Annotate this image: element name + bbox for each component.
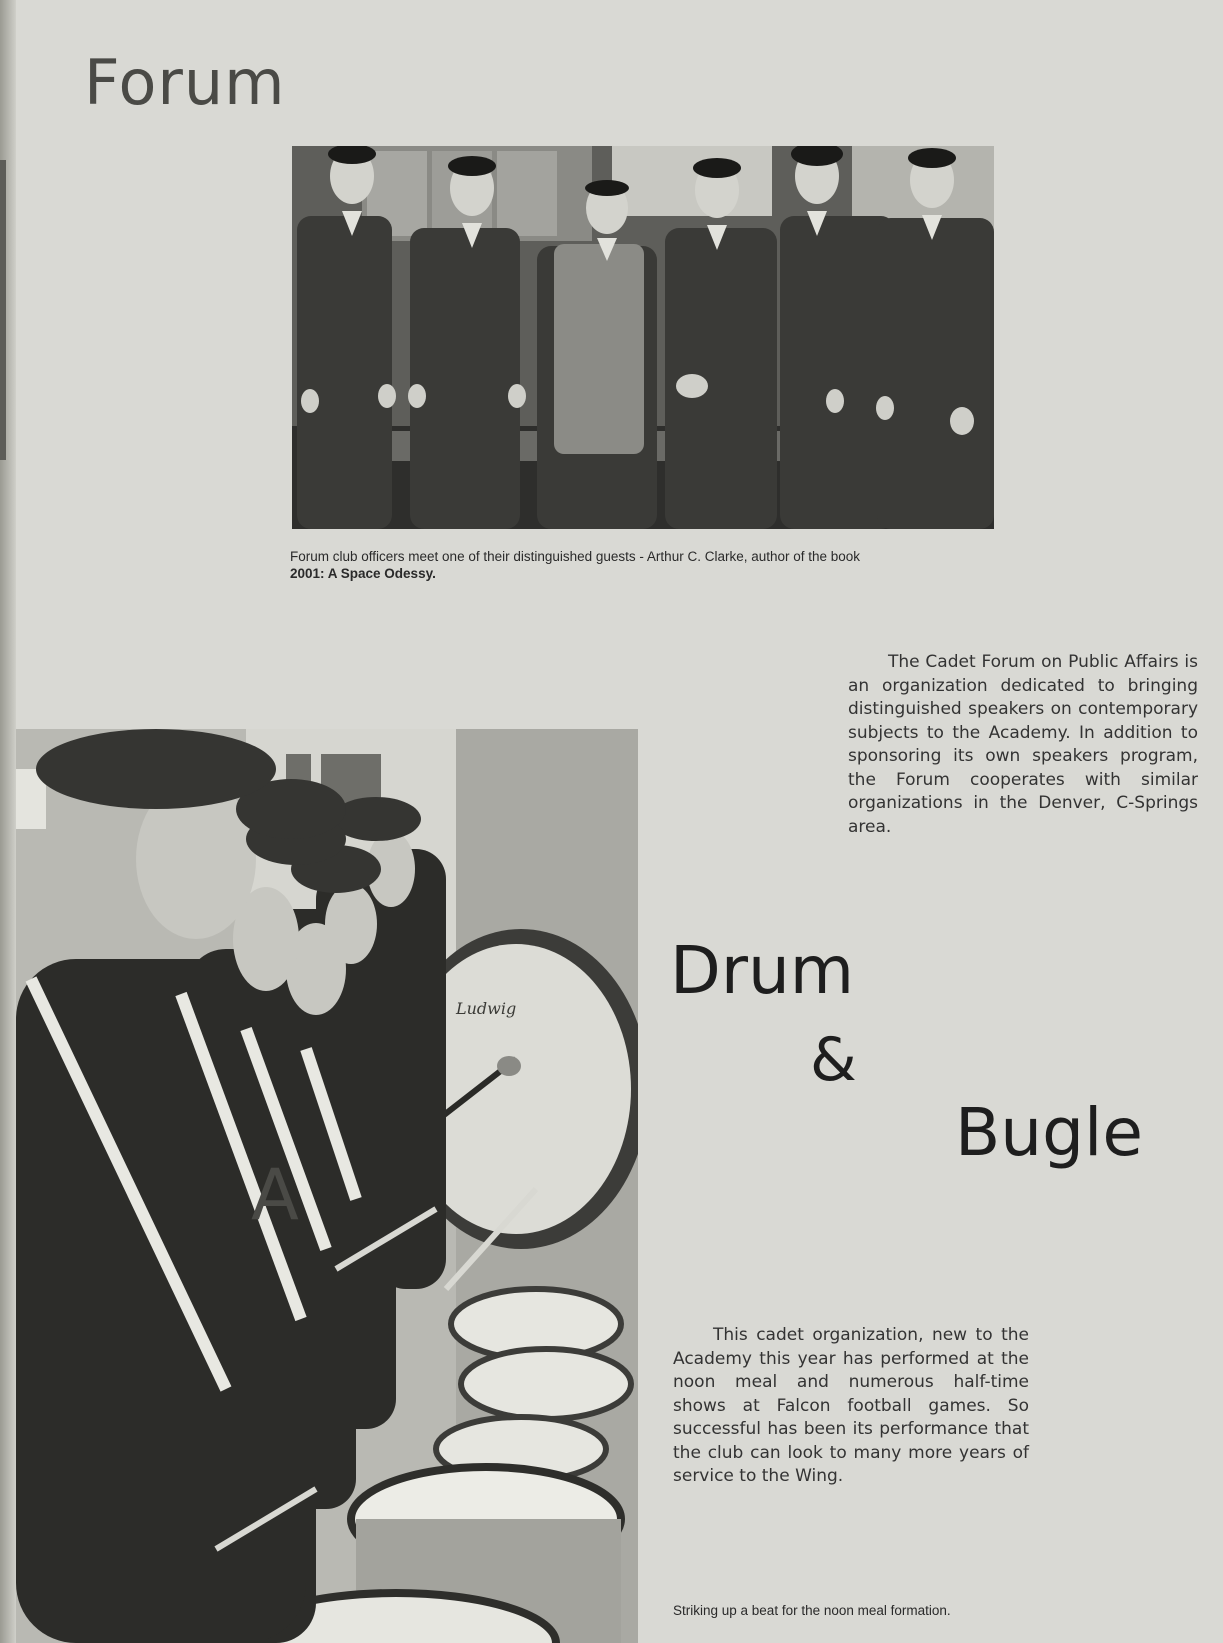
drum-photo-illustration bbox=[16, 729, 638, 1643]
forum-photo-caption bbox=[290, 548, 1010, 582]
page-edge-shadow bbox=[0, 160, 6, 460]
bugle-title: Bugle bbox=[955, 1094, 1143, 1171]
forum-caption-text: Forum club officers meet one of their distinguished guests - Arthur C. Clarke, author of the book bbox=[290, 549, 861, 564]
forum-description: The Cadet Forum on Public Affairs is an organization dedicated to bringing distinguished speakers on contemporary subjects to the Academy. In addition to sponsoring its own speakers program, the Forum cooperates with similar organizations in the Denver, C-Springs area. bbox=[848, 652, 1198, 837]
forum-photo-illustration bbox=[292, 146, 994, 529]
drum-bugle-description: This cadet organization, new to the Academy this year has performed at the noon meal and numerous half-time shows at Falcon football games. So successful has been its performance that the club can look to many more years of service to the Wing. bbox=[673, 1325, 1029, 1486]
drum-corps-photo bbox=[16, 729, 638, 1643]
ampersand-title: & bbox=[810, 1025, 857, 1095]
forum-officers-photo bbox=[292, 146, 994, 529]
drum-photo-caption: Striking up a beat for the noon meal formation. bbox=[673, 1603, 951, 1618]
forum-caption-book-title: 2001: A Space Odessy. bbox=[290, 566, 436, 581]
drum-brand-logo: Ludwig bbox=[456, 999, 517, 1018]
jacket-emblem: A bbox=[251, 1154, 299, 1236]
drum-title: Drum bbox=[670, 932, 855, 1009]
forum-title: Forum bbox=[84, 46, 286, 119]
